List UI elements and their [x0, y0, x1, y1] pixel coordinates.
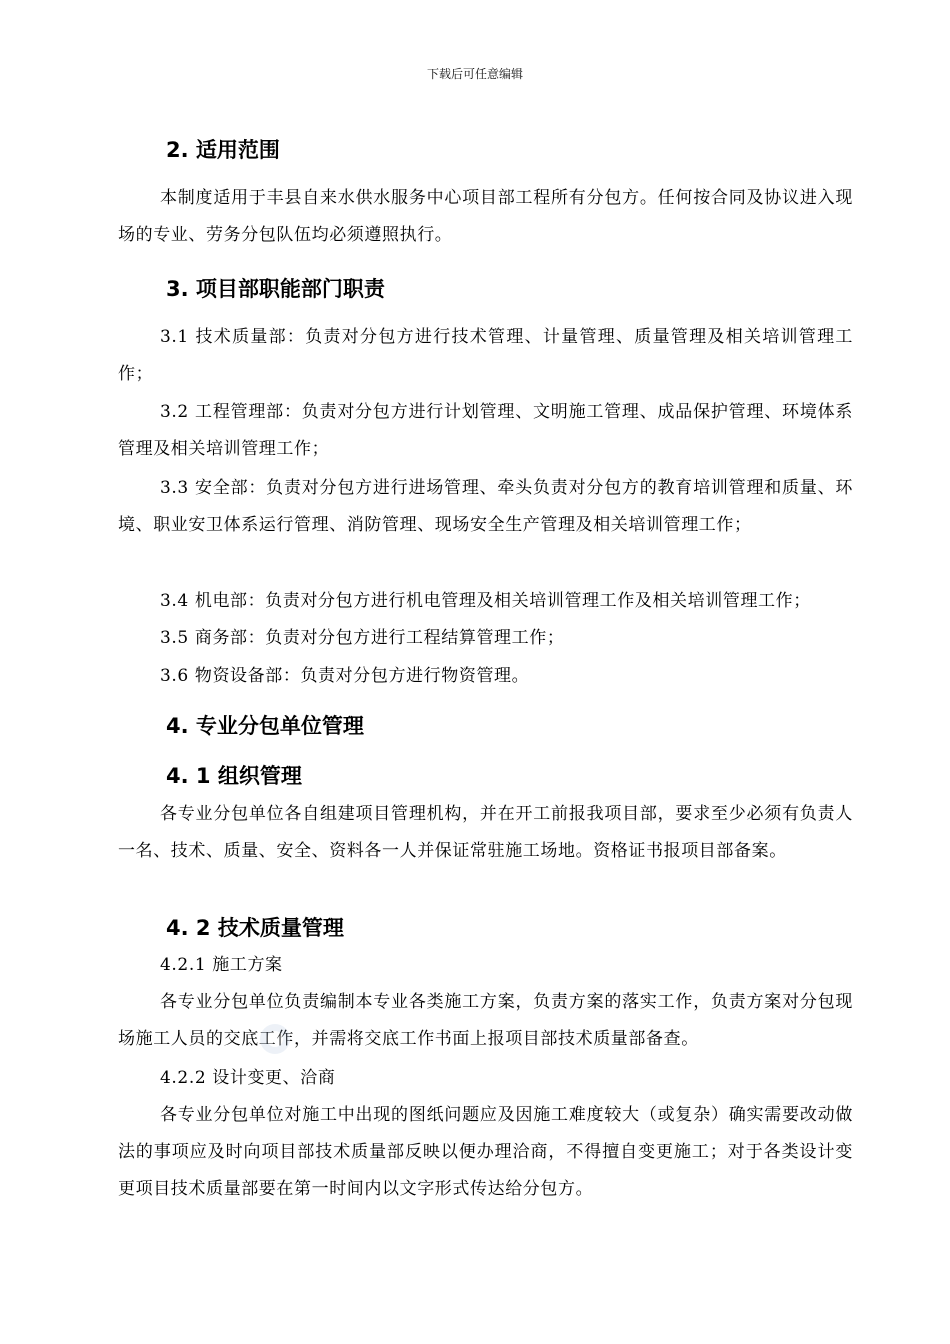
- section-3-2-paragraph: 3.2 工程管理部：负责对分包方进行计划管理、文明施工管理、成品保护管理、环境体系管理及相关培训管理工作；: [118, 402, 853, 459]
- section-3-3-paragraph: 3.3 安全部：负责对分包方进行进场管理、牵头负责对分包方的教育培训管理和质量、环境、职业安卫体系运行管理、消防管理、现场安全生产管理及相关培训管理工作；: [118, 478, 853, 535]
- header-note: 下载后可任意编辑: [426, 67, 523, 81]
- section-2-paragraph: 本制度适用于丰县自来水供水服务中心项目部工程所有分包方。任何按合同及协议进入现场的专业、劳务分包队伍均必须遵照执行。: [118, 188, 853, 245]
- section-3-heading: 3. 项目部职能部门职责: [166, 277, 385, 301]
- section-4-2-2-paragraph: 各专业分包单位对施工中出现的图纸问题应及因施工难度较大（或复杂）确实需要改动做法的事项应及时向项目部技术质量部反映以便办理洽商，不得擅自变更施工；对于各类设计变更项目技术质量部要在第一时间内以文字形式传达给分包方。: [118, 1105, 853, 1199]
- section-3-6-paragraph: 3.6 物资设备部：负责对分包方进行物资管理。: [160, 666, 530, 686]
- section-4-2-heading: 4. 2 技术质量管理: [166, 916, 344, 940]
- section-4-2-2-heading: 4.2.2 设计变更、洽商: [160, 1068, 336, 1088]
- section-4-2-1-paragraph: 各专业分包单位负责编制本专业各类施工方案，负责方案的落实工作，负责方案对分包现场施工人员的交底工作，并需将交底工作书面上报项目部技术质量部备查。: [118, 992, 853, 1049]
- watermark-icon: [258, 1022, 292, 1056]
- section-2-heading: 2. 适用范围: [166, 138, 280, 162]
- section-4-heading: 4. 专业分包单位管理: [166, 714, 364, 738]
- section-3-1-paragraph: 3.1 技术质量部：负责对分包方进行技术管理、计量管理、质量管理及相关培训管理工作；: [118, 327, 853, 384]
- section-3-4-paragraph: 3.4 机电部：负责对分包方进行机电管理及相关培训管理工作及相关培训管理工作；: [160, 591, 811, 611]
- section-4-1-paragraph: 各专业分包单位各自组建项目管理机构，并在开工前报我项目部，要求至少必须有负责人一名、技术、质量、安全、资料各一人并保证常驻施工场地。资格证书报项目部备案。: [118, 804, 853, 861]
- section-4-2-1-heading: 4.2.1 施工方案: [160, 955, 283, 975]
- section-3-5-paragraph: 3.5 商务部：负责对分包方进行工程结算管理工作；: [160, 628, 565, 648]
- section-4-1-heading: 4. 1 组织管理: [166, 764, 302, 788]
